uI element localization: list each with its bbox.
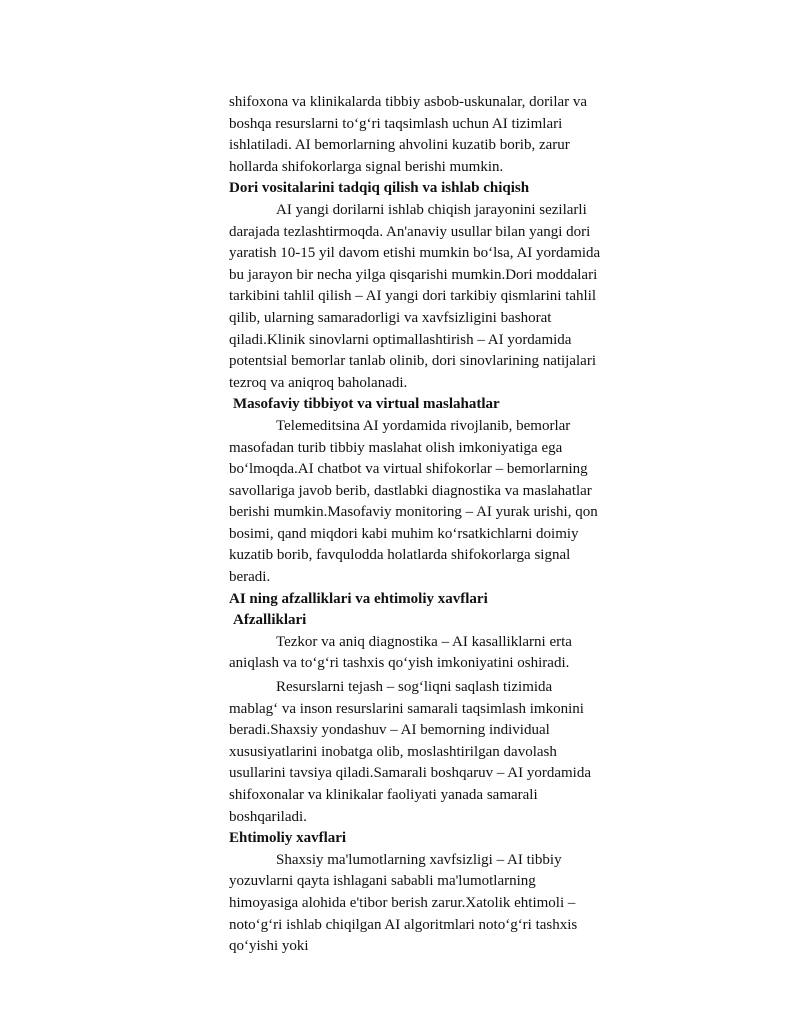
paragraph-data-security: Shaxsiy ma'lumotlarning xavfsizligi – AI tibbiy yozuvlarni qayta ishlagani sababli ma'lumotlarning himoyasiga alohida e'tibor berish zarur.Xatolik ehtimoli – noto‘g‘ri ishlab chiqilgan AI algoritmlari noto‘g‘ri tashxis qo‘yishi yoki [229, 851, 578, 955]
heading-advantages-and-risks: AI ning afzalliklari va ehtimoliy xavflari [229, 590, 488, 607]
paragraph-fast-diagnostics: Tezkor va aniq diagnostika – AI kasalliklarni erta aniqlash va to‘g‘ri tashxis qo‘yish imkoniyatini oshiradi. [229, 633, 572, 672]
heading-drug-research: Dori vositalarini tadqiq qilish va ishlab chiqish [229, 180, 530, 197]
heading-remote-medicine: Masofaviy tibbiyot va virtual maslahatlar [233, 396, 500, 413]
heading-possible-risks: Ehtimoliy xavflari [229, 830, 347, 847]
paragraph-drug-research: AI yangi dorilarni ishlab chiqish jarayonini sezilarli darajada tezlashtirmoqda. An'anaviy usullar bilan yangi dori yaratish 10-15 yil davom etishi mumkin bo‘lsa, AI yordamida bu jarayon bir necha yilga qisqarishi mumkin.Dori moddalari tarkibini tahlil qilish – AI yangi dori tarkibiy qismlarini tahlil qilib, ularning samaradorligi va xavfsizligini bashorat qiladi.Klinik sinovlarni optimallashtirish – AI yordamida potentsial bemorlar tanlab olinib, dori sinovlarining natijalari tezroq va aniqroq baholanadi. [229, 201, 601, 391]
document-page [229, 92, 601, 958]
paragraph-resource-allocation: shifoxona va klinikalarda tibbiy asbob-uskunalar, dorilar va boshqa resurslarni to‘g‘ri taqsimlash uchun AI tizimlari ishlatiladi. AI bemorlarning ahvolini kuzatib borib, zarur hollarda shifokorlarga signal berishi mumkin. [229, 94, 588, 175]
heading-advantages: Afzalliklari [233, 612, 307, 629]
paragraph-remote-medicine: Telemeditsina AI yordamida rivojlanib, bemorlar masofadan turib tibbiy maslahat olish imkoniyatiga ega bo‘lmoqda.AI chatbot va virtual shifokorlar – bemorlarning savollariga javob berib, dastlabki diagnostika va maslahatlar berishi mumkin.Masofaviy monitoring – AI yurak urishi, qon bosimi, qand miqdori kabi muhim ko‘rsatkichlarni doimiy kuzatib borib, favqulodda holatlarda shifokorlarga signal beradi. [229, 417, 598, 586]
paragraph-resource-saving: Resurslarni tejash – sog‘liqni saqlash tizimida mablag‘ va inson resurslarini samarali taqsimlash imkonini beradi.Shaxsiy yondashuv – AI bemorning individual xususiyatlarini inobatga olib, moslashtirilgan davolash usullarini tavsiya qiladi.Samarali boshqaruv – AI yordamida shifoxonalar va klinikalar faoliyati yanada samarali boshqariladi. [229, 679, 592, 825]
